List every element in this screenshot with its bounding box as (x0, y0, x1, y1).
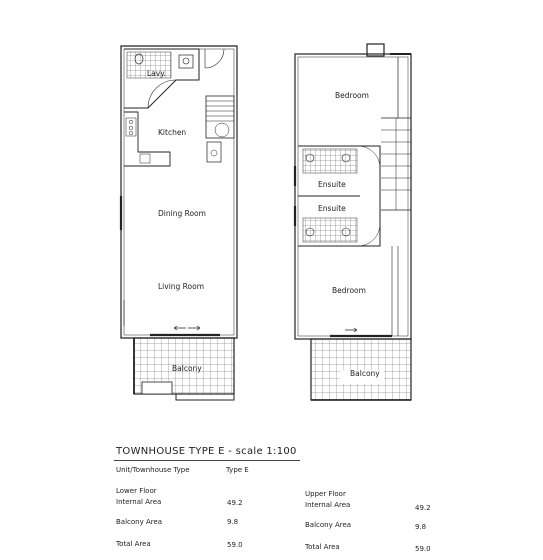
hob-icon (126, 118, 136, 136)
room-label-upper-balcony: Balcony (350, 369, 380, 378)
room-label-lavatory: Lavy. (147, 69, 166, 78)
entrance-door-icon (205, 49, 224, 68)
upper-internal-value: 49.2 (415, 504, 431, 512)
lower-floor-plan (121, 46, 237, 400)
room-label-ensuite-2: Ensuite (318, 204, 346, 213)
lower-internal-label-2: Internal Area (116, 498, 162, 506)
lower-internal-label-1: Lower Floor (116, 487, 157, 495)
schedule-title: TOWNHOUSE TYPE E - scale 1:100 (116, 446, 297, 457)
lower-outer-wall (121, 46, 237, 338)
unit-type-value: Type E (226, 466, 249, 474)
upper-door-arrow (345, 328, 357, 332)
upper-total-label: Total Area (305, 543, 340, 551)
upper-internal-label-1: Upper Floor (305, 490, 346, 498)
room-label-lower-balcony: Balcony (172, 364, 202, 373)
lower-total-value: 59.0 (227, 541, 243, 549)
cupboard (207, 142, 221, 162)
room-label-kitchen: Kitchen (158, 128, 187, 137)
room-label-bedroom-top: Bedroom (335, 91, 369, 100)
upper-balcony-label: Balcony Area (305, 521, 352, 529)
room-label-living: Living Room (158, 282, 205, 291)
unit-type-label: Unit/Townhouse Type (116, 466, 190, 474)
upper-balcony-value: 9.8 (415, 523, 427, 531)
room-label-ensuite-1: Ensuite (318, 180, 346, 189)
lower-balcony-label: Balcony Area (116, 518, 163, 526)
room-label-bedroom-bottom: Bedroom (332, 286, 366, 295)
title-underline (114, 460, 300, 461)
upper-internal-label-2: Internal Area (305, 501, 351, 509)
lower-total-label: Total Area (116, 540, 151, 548)
ensuite-2-floor (303, 218, 357, 242)
upper-total-value: 59.0 (415, 545, 431, 553)
basin-icon (179, 55, 193, 68)
room-label-dining: Dining Room (158, 209, 206, 218)
spiral-stair-icon (215, 123, 229, 137)
lower-balcony-value: 9.8 (227, 518, 239, 526)
lower-internal-value: 49.2 (227, 499, 243, 507)
sink-icon (140, 154, 150, 163)
stairs (206, 96, 234, 138)
sliding-door-arrows (174, 326, 200, 330)
